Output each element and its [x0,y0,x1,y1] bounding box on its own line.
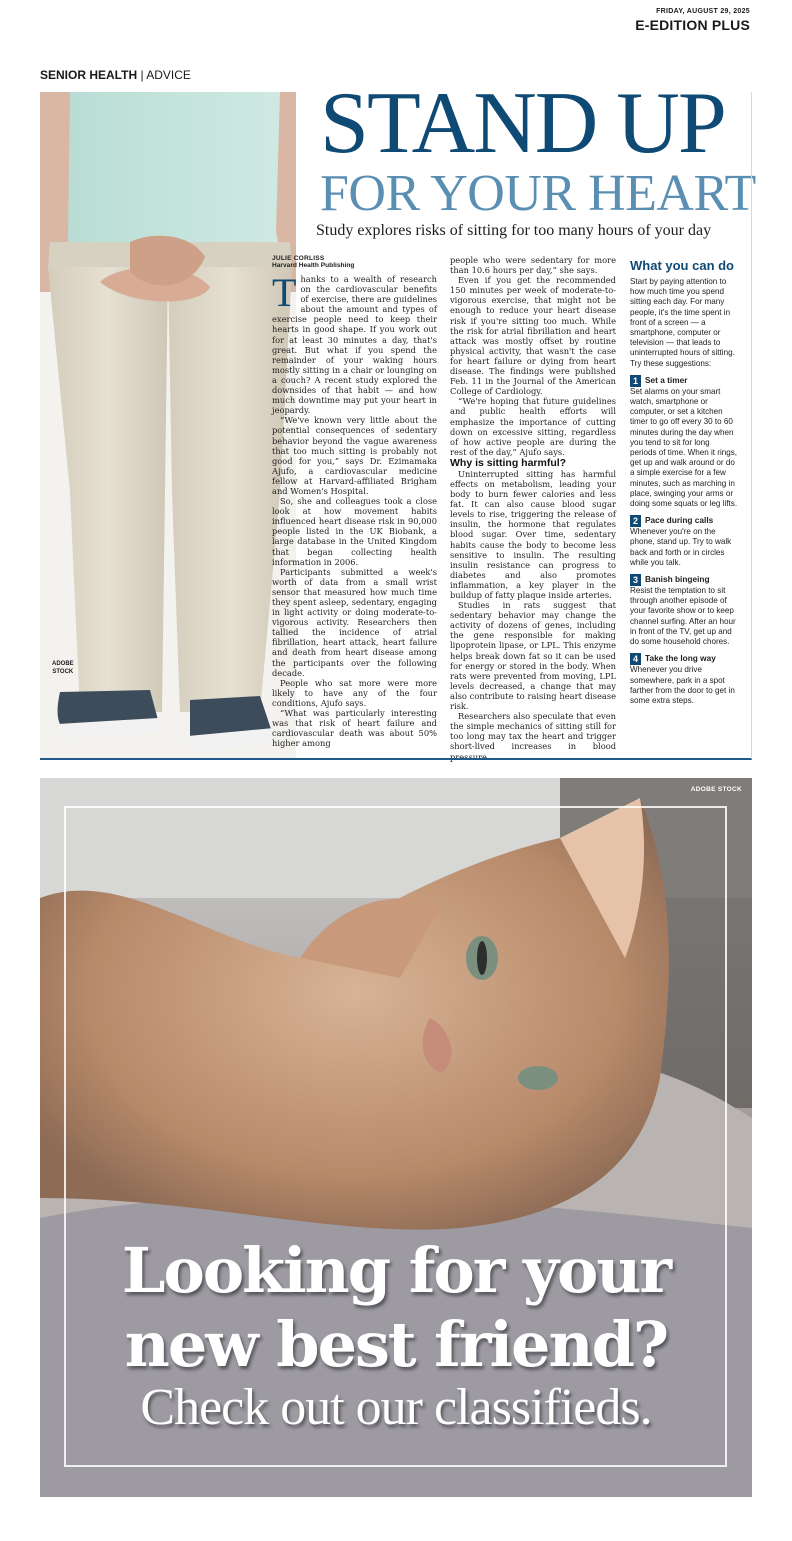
tip-body: Whenever you drive somewhere, park in a spot farther from the door to get in some extra steps. [630,665,735,705]
edition-name: E-EDITION PLUS [635,17,750,33]
article-p9: “We're hoping that future guidelines and public health efforts will emphasize the importance of cutting down on excessive sitting, regardless of how active people are during the rest of the day,” Ajufo says. [450,396,616,457]
article-p8: Even if you get the recommended 150 minutes per week of moderate-to-vigorous exercise, that might not be enough to reduce your heart disease risk if you're sitting too much. While the risk for atrial fibrillation and heart attack was mostly offset by routine physical activity, that wasn't the case for heart failure or dying from heart disease. The findings were published Feb. 11 in the Journal of the American College of Cardiology. [450,275,616,397]
tip-number: 1 [630,375,641,387]
article-p11: Studies in rats suggest that sedentary behavior may change the activity of dozens of genes, including the gene responsible for making lipoprotein lipase, or LPL. This enzyme helps break down fat so it can be used for energy or stored in the body. When rats were prevented from moving, LPL levels decreased, a change that may also contribute to raising heart disease risk. [450,600,616,712]
article-p10: Uninterrupted sitting has harmful effects on metabolism, leading your body to burn fewer calories and less fat. It can also cause blood sugar levels to rise, triggering the release of insulin, the hormone that regulates blood sugar. Over time, sedentary habits cause the body to become less sensitive to insulin. The resulting insulin resistance can progress to diabetes and also promotes inflammation, a key player in the buildup of fatty plaque inside arteries. [450,468,616,600]
byline-author: JULIE CORLISS [272,255,325,262]
sidebar-tip [630,375,738,509]
tip-body: Set alarms on your smart watch, smartphone or computer, or set a kitchen timer to go off every 30 to 60 minutes during the day when you tend to sit for long periods of time. When it rings, get up and walk around or do a simple exercise for a few minutes, such as marching in place, swinging your arms or doing some squats or leg lifts. [630,386,738,509]
article-column-1 [272,255,437,748]
article-paragraph [272,270,437,416]
sidebar-intro: Start by paying attention to how much time you spend sitting each day. For many people, it's the time spent in front of a screen — a smartphone, computer or television — that leads to uninterrupted hours of sitting. Try these suggestions: [630,277,735,368]
headline-line2: FOR YOUR HEART [320,165,756,222]
edition-date: FRIDAY, AUGUST 29, 2025 [656,8,750,15]
sidebar-title: What you can do [630,258,734,273]
article-column-2 [450,255,616,762]
tip-number: 4 [630,653,641,665]
sidebar-what-you-can-do [630,258,738,706]
ad-headline-line2: new best friend? [124,1308,668,1381]
tip-title: Banish bingeing [645,574,710,585]
article-p2: “We've known very little about the potential consequences of sedentary behavior beyond the vague awareness that too much sitting is probably not good for you,” says Dr. Ezimamaka Ajufo, a cardiovascular medicine fellow at Harvard-affiliated Brigham and Women's Hospital. [272,415,437,496]
tip-number: 3 [630,574,641,586]
ad-tagline: Check out our classifieds. [140,1379,652,1436]
section-separator: | [137,68,147,82]
section-sub: ADVICE [146,68,191,82]
section-name: SENIOR HEALTH [40,68,138,82]
tip-number: 2 [630,515,641,527]
article-p12: Researchers also speculate that even the simple mechanics of sitting still for too long may tax the heart and trigger short-lived increases in blood pressure. [450,711,616,762]
ad-photo-credit: ADOBE STOCK [690,786,742,793]
article-p7: people who were sedentary for more than 10.6 hours per day,” she says. [450,255,616,276]
sidebar-tip [630,515,738,568]
byline-org: Harvard Health Publishing [272,262,355,269]
tip-body: Resist the temptation to sit through another episode of your favorite show or to keep channel surfing. After an hour in front of the TV, get up and do some household chores. [630,586,736,647]
standing-person-illustration [40,92,296,760]
classifieds-ad[interactable] [40,778,752,1497]
tip-title: Pace during calls [645,515,714,526]
photo-credit-line1: ADOBE [52,661,74,667]
article-subhead: Why is sitting harmful? [450,456,567,469]
headline-dek: Study explores risks of sitting for too many hours of your day [316,222,712,239]
article-p6: “What was particularly interesting was that risk of heart failure and cardiovascular death was about 50% higher among [272,708,437,749]
photo-standing-person [40,92,296,760]
article-p4: Participants submitted a week's worth of data from a small wrist sensor that measured how much time they spent asleep, sedentary, engaging in light activity or doing moderate-to-vigorous activity. Researchers then tallied the incidence of atrial fibrillation, heart attack, heart failure and death from heart disease among the participants over the following decade. [272,566,437,678]
article-p1: hanks to a wealth of research on the cardiovascular benefits of exercise, there are guidelines about the amount and types of exercise people need to keep their hearts in good shape. If you work out for at least 30 minutes a day, that's great. But what if you spend the remainder of your waking hours mostly sitting in a chair or lounging on a couch? A recent study explored the downsides of that habit — and how much downtime may put your heart in jeopardy. [272,274,437,416]
article-p5: People who sat more were more likely to have any of the four conditions, Ajufo says. [272,677,437,708]
sidebar-tip [630,653,738,706]
photo-credit-line2: STOCK [52,669,74,675]
photo-credit [52,660,74,676]
ad-headline-line1: Looking for your [121,1234,671,1307]
tip-body: Whenever you're on the phone, stand up. Try to walk back and forth or in circles while you talk. [630,527,732,567]
headline-line1: STAND UP [320,75,725,172]
tip-title: Set a timer [645,374,688,385]
drop-cap: T [272,270,297,315]
article-p3: So, she and colleagues took a close look at how movement habits influenced heart disease risk in 90,000 people listed in the UK Biobank, a large database in the United Kingdom that began collecting health information in 2006. [272,496,437,567]
section-label [40,68,191,82]
sidebar-tip [630,574,738,647]
tip-title: Take the long way [645,653,716,664]
